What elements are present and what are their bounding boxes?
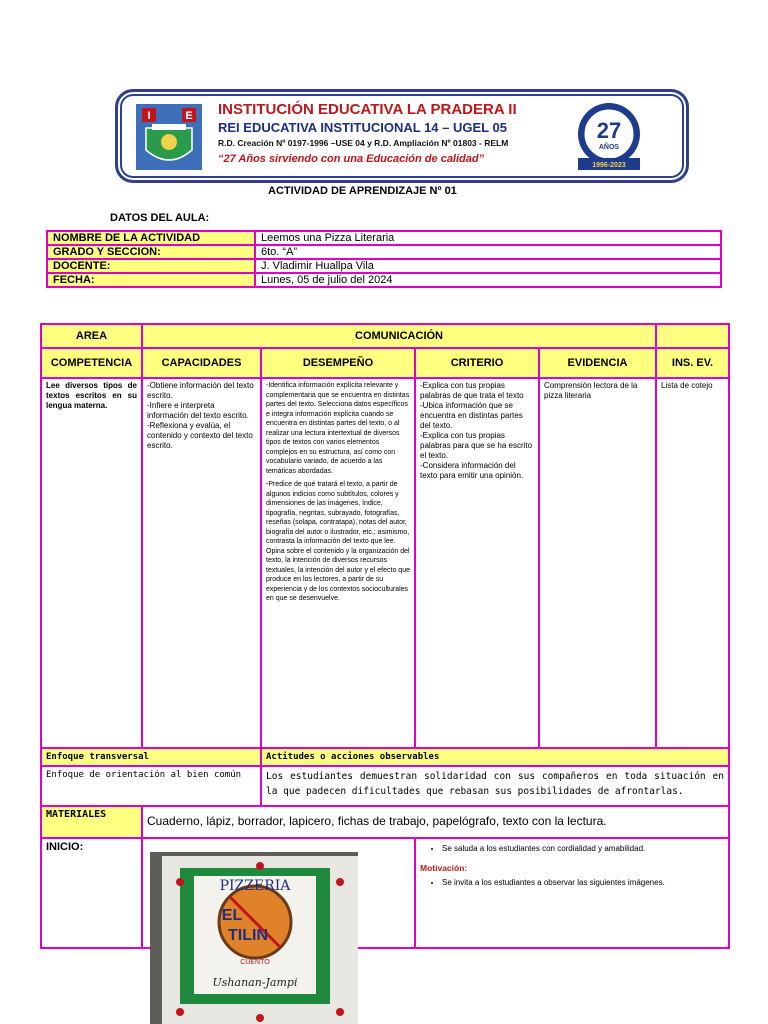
area-label: AREA [41,324,142,348]
section-label-datos: DATOS DEL AULA: [110,212,210,224]
institution-name: INSTITUCIÓN EDUCATIVA LA PRADERA II [218,101,517,118]
actitudes-value: Los estudiantes demuestran solidaridad con sus compañeros en toda situación en la que padecen dificultades que rebasan sus posibilidades de afrontarlas. [261,766,729,806]
header-capacidades: CAPACIDADES [142,348,261,378]
enfoque-value: Enfoque de orientación al bien común [41,766,261,806]
date-value: Lunes, 05 de julio del 2024 [255,273,721,287]
grade-value: 6to. “A” [255,245,721,259]
inicio-list [420,843,724,854]
materiales-label: MATERIALES [41,806,142,838]
inicio-content-cell [415,838,729,948]
photo-text-cuento: CUENTO [240,959,270,966]
grade-label: GRADO Y SECCION: [47,245,255,259]
planning-table [40,323,730,949]
network-name: REI EDUCATIVA INSTITUCIONAL 14 – UGEL 05 [218,120,507,135]
svg-text:AÑOS: AÑOS [598,144,620,151]
svg-text:E: E [185,110,193,122]
institution-slogan: “27 Años sirviendo con una Educación de calidad” [218,153,485,165]
empty-header-cell [656,324,729,348]
inicio-item-observe: • Se invita a los estudiantes a observar las siguientes imágenes. [442,877,724,888]
teacher-label: DOCENTE: [47,259,255,273]
svg-text:1996-2023: 1996-2023 [592,162,626,169]
motivacion-list [420,877,724,888]
evidencia-cell: Comprensión lectora de la pizza literaria [539,378,656,748]
header-ins-ev: INS. EV. [656,348,729,378]
svg-text:27: 27 [596,118,622,143]
desempeno-cell [261,378,415,748]
photo-text-el: EL [221,907,243,924]
header-criterio: CRITERIO [415,348,539,378]
svg-text:I: I [147,110,151,122]
inicio-item-greeting: • Se saluda a los estudiantes con cordialidad y amabilidad. [442,843,724,854]
criterio-cell: -Explica con tus propias palabras de que trata el texto -Ubica información que se encuentra en distintas partes del texto. -Explica con tus propias palabras para que se ha escrito el texto. -Considera información del texto para emitir una opinión. [415,378,539,748]
class-info-table [46,230,722,288]
inicio-label: INICIO: [41,838,142,948]
photo-text-pizzeria: PIZZERIA [219,878,291,894]
area-value: COMUNICACIÓN [142,324,656,348]
resolution-line: R.D. Creación Nº 0197-1996 –USE 04 y R.D. Ampliación Nº 01803 - RELM [218,138,509,148]
header-evidencia: EVIDENCIA [539,348,656,378]
photo-text-tilin: TILIN [228,927,268,944]
desempeno-paragraph-1: -Identifica información explícita relevante y complementaria que se encuentra en distintas partes del texto. Selecciona datos específicos e integra información explícita cuando se encuentra en distintas partes del texto, o al realizar una lectura intertextual de diversos tipos de textos con varios elementos complejos en su estructura, así como con vocabulario variado, de acuerdo a las temáticas abordadas. [266,382,410,475]
activity-title: ACTIVIDAD DE APRENDIZAJE Nº 01 [268,185,457,197]
materiales-value: Cuaderno, lápiz, borrador, lapicero, fichas de trabajo, papelógrafo, texto con la lectura. [142,806,729,838]
header-desempeno: DESEMPEÑO [261,348,415,378]
teacher-value: J. Vladimir Huallpa Vila [255,259,721,273]
ins-ev-cell: Lista de cotejo [656,378,729,748]
pizza-box-photo [150,852,358,1024]
enfoque-transversal-label: Enfoque transversal [41,748,261,766]
competencia-cell: Lee diversos tipos de textos escritos en su lengua materna. [41,378,142,748]
anniversary-seal-logo [570,100,648,174]
desempeno-paragraph-3: Opina sobre el contenido y la organización del texto, la intención de diversos recursos textuales, la intención del autor y el efecto que produce en los lectores, a partir de su experiencia y de los contextos socioculturales en que se desenvuelve. [266,547,410,602]
activity-name-value: Leemos una Pizza Literaria [255,231,721,245]
photo-text-author: Ushanan-Jampi [212,976,298,989]
activity-name-label: NOMBRE DE LA ACTIVIDAD [47,231,255,245]
capacidades-cell: -Obtiene información del texto escrito. -Infiere e interpreta información del texto escrito. -Reflexiona y evalúa, el contenido y contexto del texto escrito. [142,378,261,748]
school-shield-logo [134,102,204,172]
header-competencia: COMPETENCIA [41,348,142,378]
desempeno-paragraph-2: -Predice de qué tratará el texto, a partir de algunos indicios como subtítulos, colores y dimensiones de las imágenes, índice, tipografía, negritas, subrayado, fotografías, reseñas (solapa, contratapa), notas del autor, biografía del autor o ilustrador, etc.; asimismo, contrasta la información del texto que lee. [266,481,410,545]
date-label: FECHA: [47,273,255,287]
actitudes-label: Actitudes o acciones observables [261,748,729,766]
motivacion-label: Motivación: [420,863,468,873]
institution-banner [115,89,689,183]
